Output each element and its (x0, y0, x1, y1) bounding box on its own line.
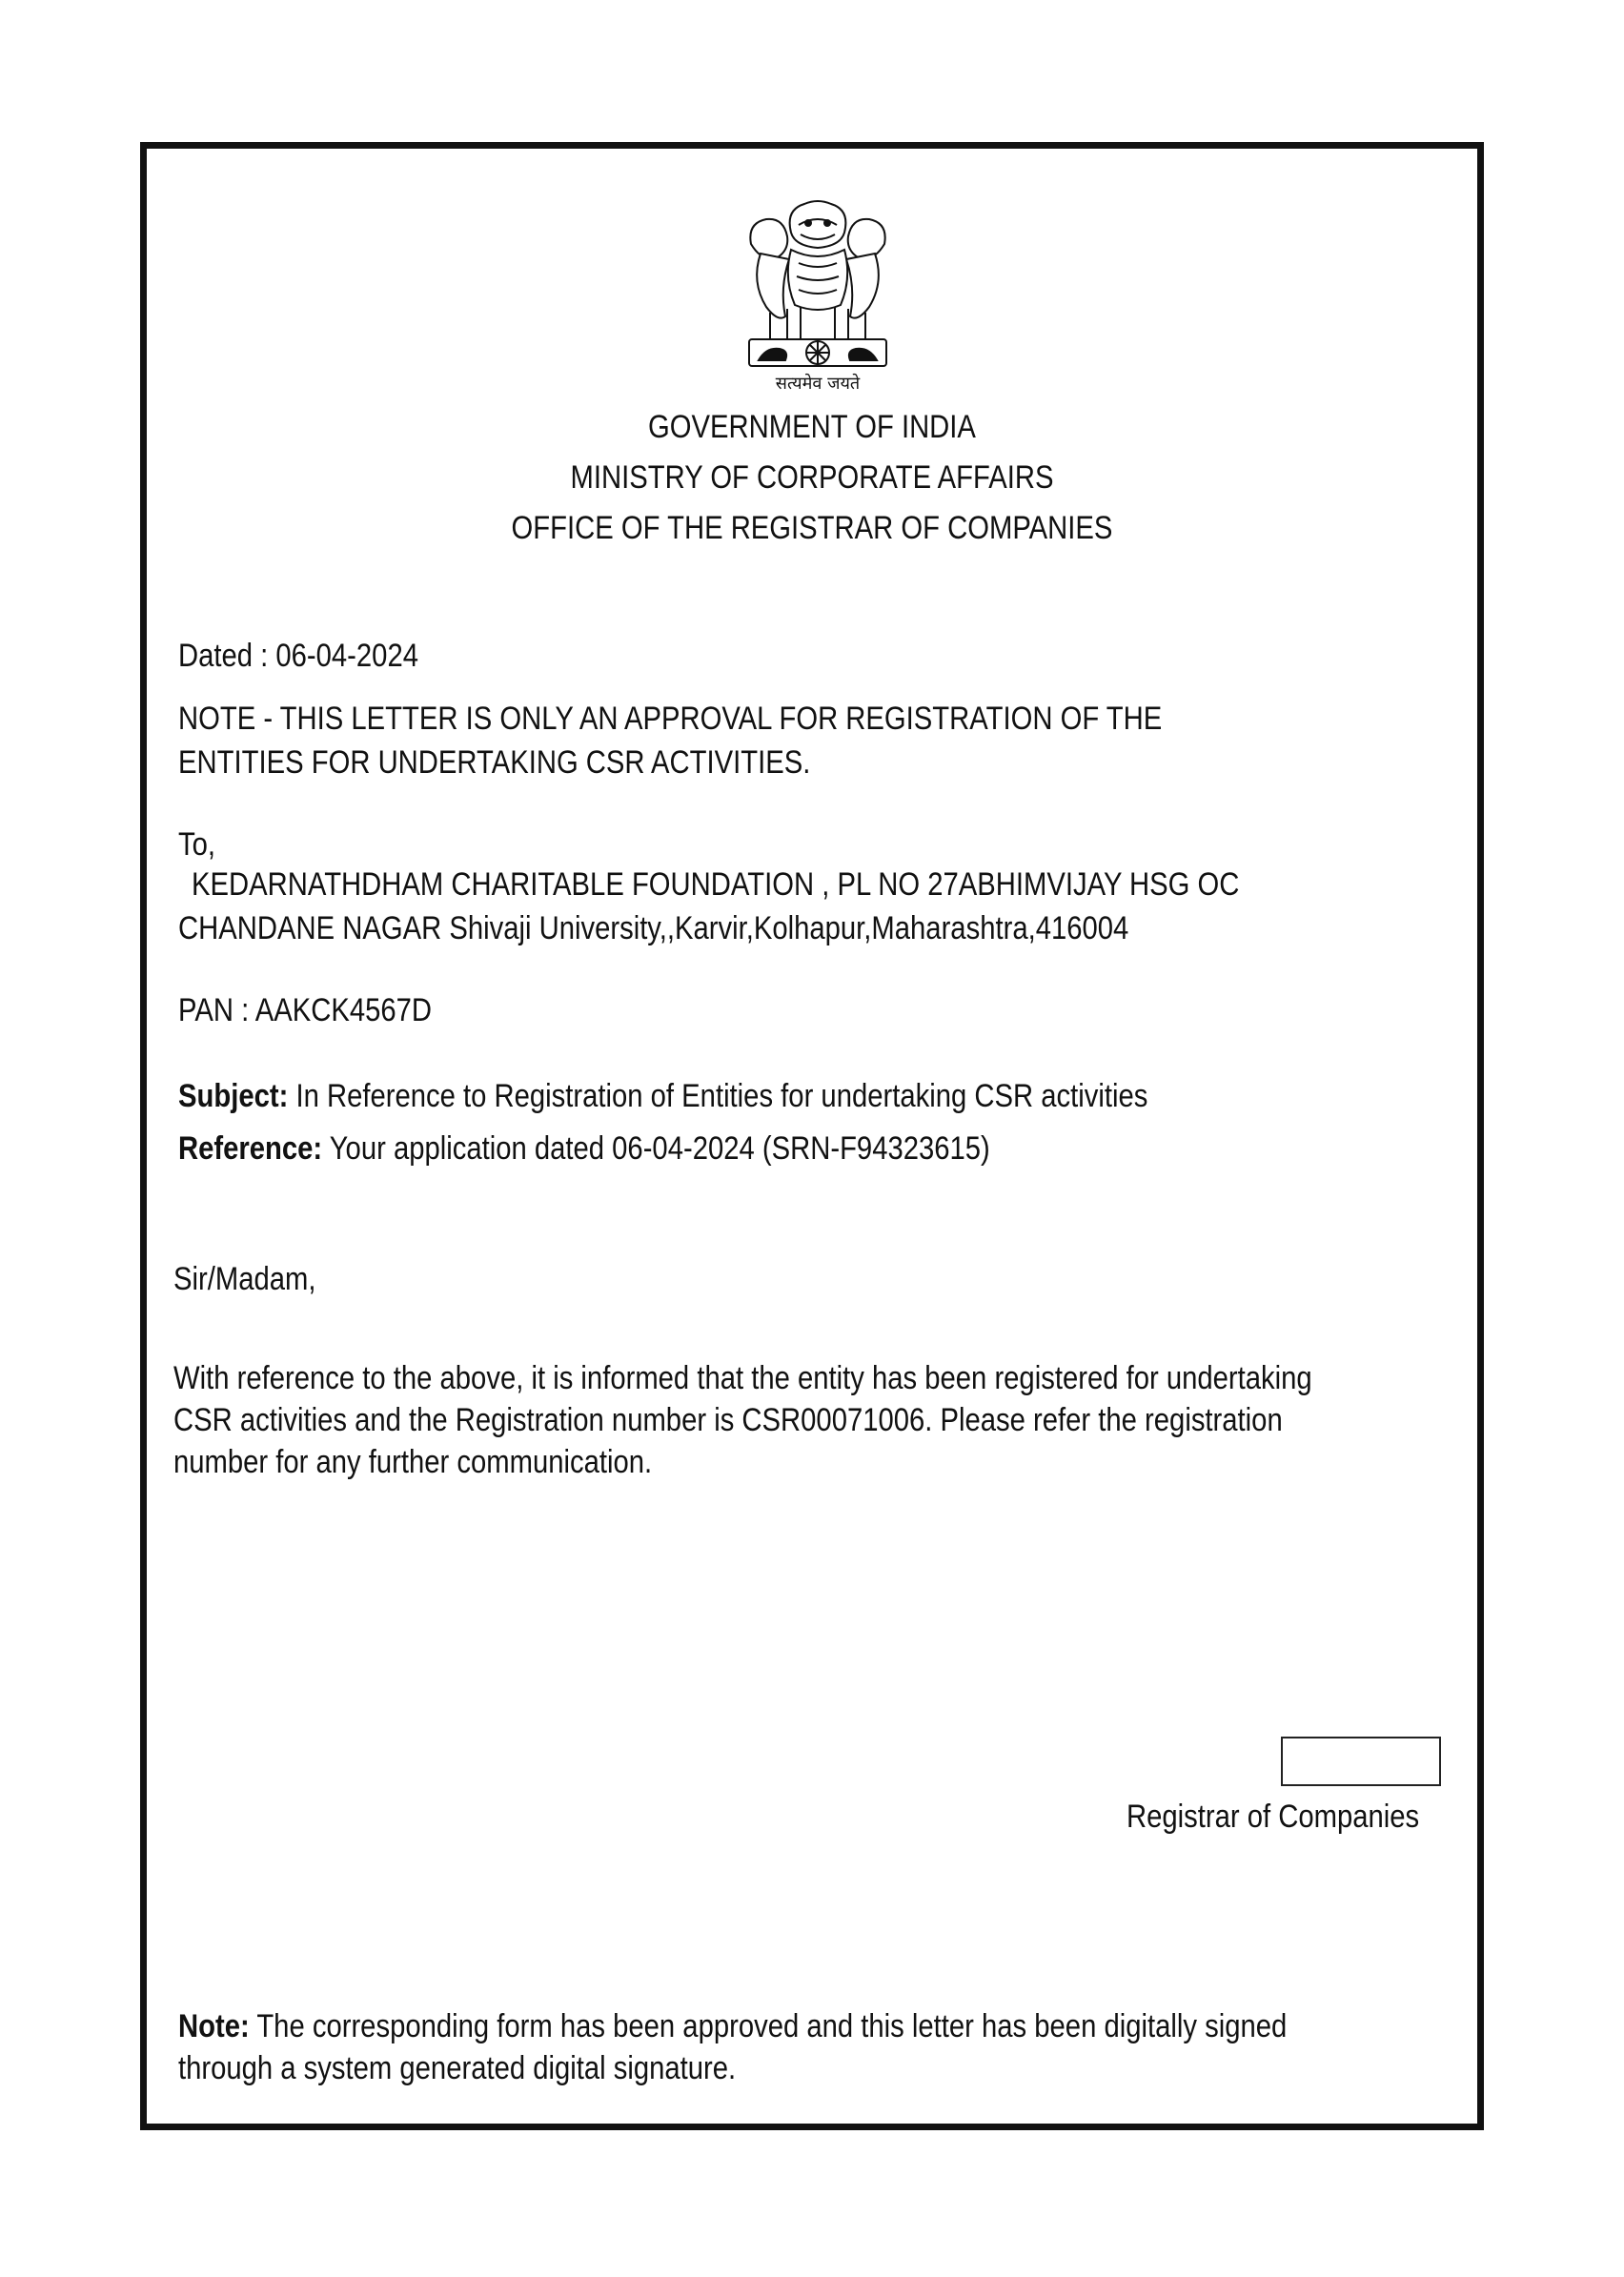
footer-note-label: Note: (178, 2008, 250, 2044)
national-emblem-icon (732, 196, 903, 395)
footer-note-text-1: The corresponding form has been approved and this letter has been digitally signed (249, 2008, 1288, 2044)
salutation: Sir/Madam, (173, 1261, 316, 1297)
body-line-1: With reference to the above, it is informed that the entity has been registered for undertaking (173, 1360, 1312, 1396)
subject-label: Subject: (178, 1078, 289, 1114)
address-line-1: KEDARNATHDHAM CHARITABLE FOUNDATION , PL NO 27ABHIMVIJAY HSG OC (192, 866, 1240, 903)
reference-line (178, 1128, 990, 1169)
address-line-2: CHANDANE NAGAR Shivaji University,,Karvir,Kolhapur,Maharashtra,416004 (178, 910, 1129, 946)
approval-note-line-2: ENTITIES FOR UNDERTAKING CSR ACTIVITIES. (178, 744, 811, 781)
footer-note-line-2: through a system generated digital signature. (178, 2050, 737, 2086)
header-office: OFFICE OF THE REGISTRAR OF COMPANIES (511, 510, 1113, 546)
header-government: GOVERNMENT OF INDIA (648, 409, 976, 445)
addressee-to: To, (178, 826, 216, 863)
approval-note-line-1: NOTE - THIS LETTER IS ONLY AN APPROVAL FOR REGISTRATION OF THE (178, 701, 1163, 737)
reference-text: Your application dated 06-04-2024 (SRN-F94323615) (322, 1130, 990, 1167)
footer-note-line-1 (178, 2005, 1287, 2047)
signatory-title: Registrar of Companies (1127, 1799, 1420, 1835)
body-line-3: number for any further communication. (173, 1444, 653, 1480)
subject-text: In Reference to Registration of Entities for undertaking CSR activities (288, 1078, 1148, 1114)
header-ministry: MINISTRY OF CORPORATE AFFAIRS (570, 459, 1054, 496)
digital-signature-box (1281, 1737, 1441, 1786)
body-line-2: CSR activities and the Registration number is CSR00071006. Please refer the registration (173, 1402, 1283, 1438)
reference-label: Reference: (178, 1130, 323, 1167)
pan-number: PAN : AAKCK4567D (178, 992, 433, 1028)
letter-date: Dated : 06-04-2024 (178, 638, 418, 674)
emblem-motto: सत्यमेव जयते (775, 374, 861, 394)
subject-line (178, 1075, 1147, 1117)
